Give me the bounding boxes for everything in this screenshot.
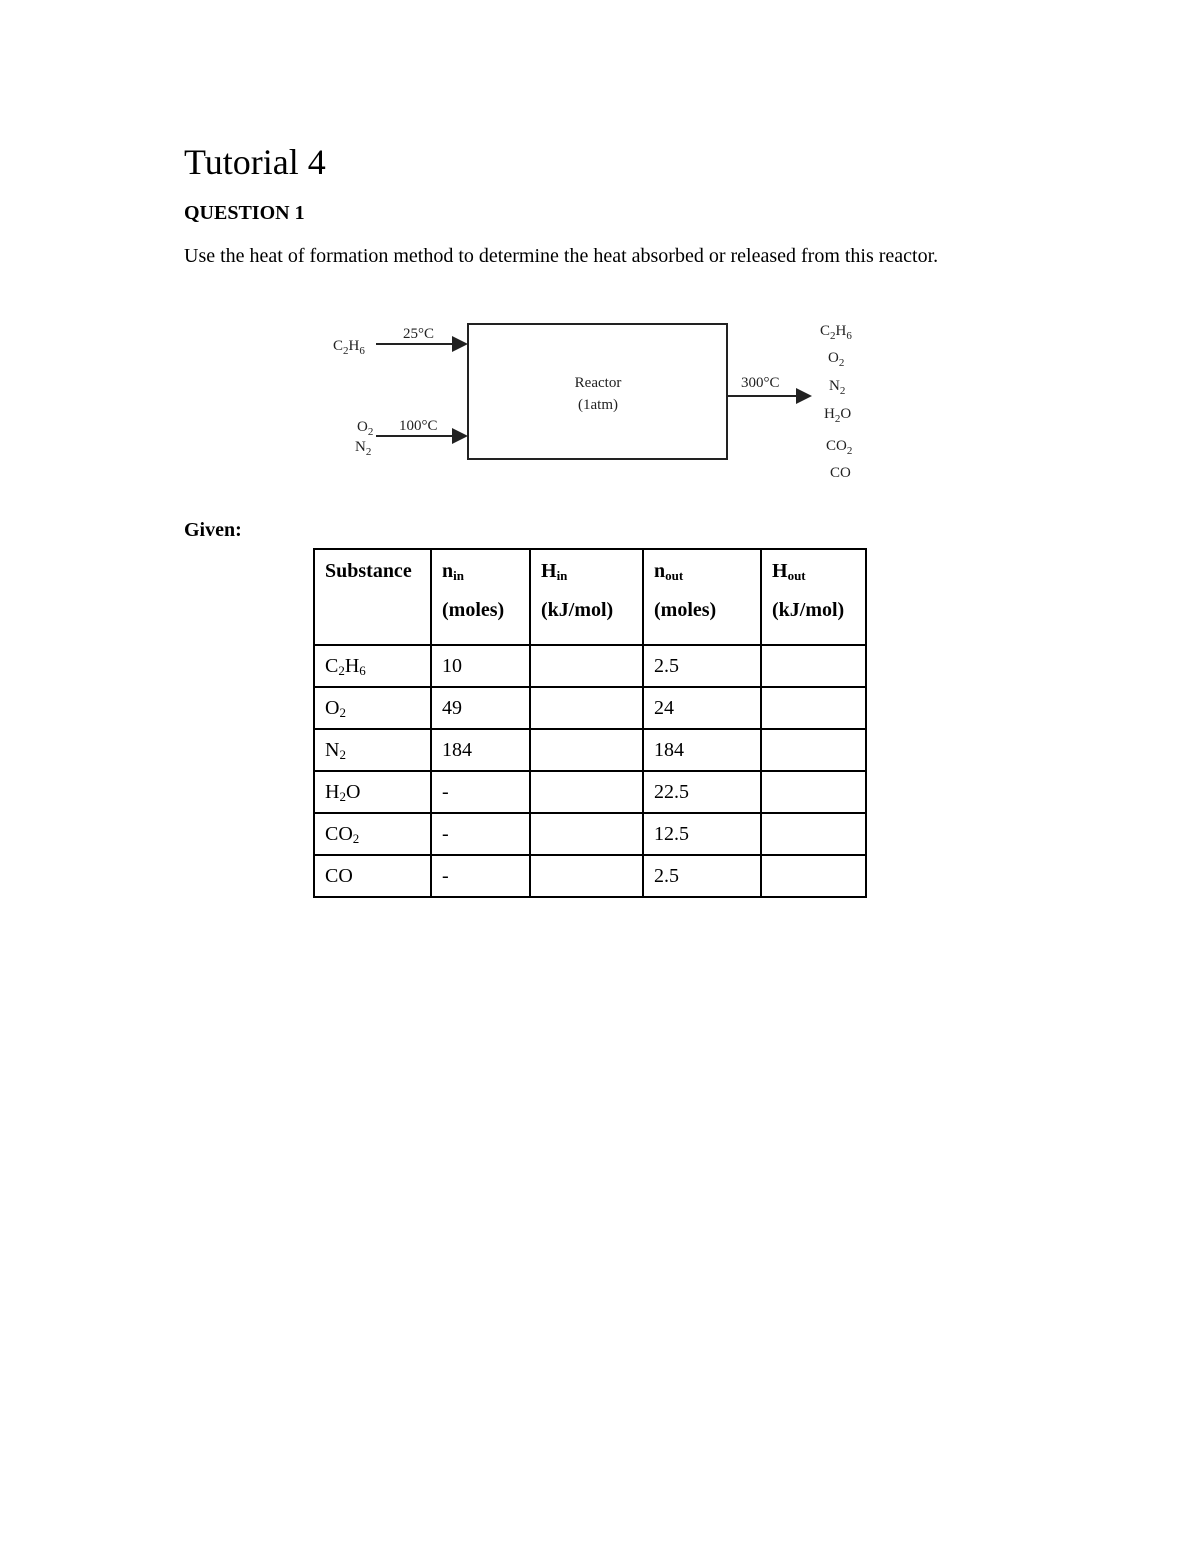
cell-substance: $N_2$ [314, 729, 431, 771]
cell-n-in: 49 [431, 687, 530, 729]
question-prompt: Use the heat of formation method to determine the heat absorbed or released from this reactor. [184, 245, 939, 267]
reactor-label: Reactor [574, 375, 622, 391]
cell-n-out: 2.5 [643, 855, 761, 897]
cell-substance: $O_2$ [314, 687, 431, 729]
product-c2h6: $C_2H_6$ [820, 323, 852, 342]
header-substance: Substance [314, 549, 431, 645]
cell-h-out [761, 855, 866, 897]
cell-h-out [761, 729, 866, 771]
cell-n-out: 12.5 [643, 813, 761, 855]
reactor-diagram [300, 300, 900, 500]
table-row [314, 645, 866, 687]
page-title: Tutorial 4 [184, 142, 326, 182]
reactor-condition: (1atm) [578, 397, 618, 413]
cell-n-in: - [431, 771, 530, 813]
header-h-out: $H_{out}$ (kJ/mol) [761, 549, 866, 645]
cell-n-out: 2.5 [643, 645, 761, 687]
given-label: Given: [184, 519, 242, 541]
cell-n-in: - [431, 855, 530, 897]
feed1-temperature: 25°C [403, 326, 435, 342]
cell-n-in: - [431, 813, 530, 855]
table-header-row [314, 549, 866, 645]
cell-n-out: 184 [643, 729, 761, 771]
cell-n-in: 10 [431, 645, 530, 687]
header-n-in: $n_{in}$ (moles) [431, 549, 530, 645]
feed1-species: $C_2H_6$ [333, 338, 365, 357]
cell-substance: CO [314, 855, 431, 897]
cell-h-out [761, 771, 866, 813]
cell-substance: $CO_2$ [314, 813, 431, 855]
product-co2: $CO_2$ [826, 438, 853, 457]
cell-h-out [761, 687, 866, 729]
cell-h-in [530, 855, 643, 897]
cell-n-out: 24 [643, 687, 761, 729]
cell-h-out [761, 813, 866, 855]
feed2-temperature: 100°C [399, 418, 438, 434]
cell-n-in: 184 [431, 729, 530, 771]
reactor-box [468, 324, 727, 459]
cell-h-in [530, 729, 643, 771]
cell-h-in [530, 813, 643, 855]
given-table [313, 548, 867, 898]
header-n-out: $n_{out}$ (moles) [643, 549, 761, 645]
product-h2o: $H_2O$ [824, 406, 852, 425]
table-row [314, 771, 866, 813]
outlet-temperature: 300°C [741, 375, 780, 391]
feed2-o2: $O_2$ [357, 419, 374, 438]
product-co: CO [830, 465, 851, 481]
cell-h-in [530, 771, 643, 813]
table-row [314, 729, 866, 771]
cell-h-out [761, 645, 866, 687]
header-h-in: $H_{in}$ (kJ/mol) [530, 549, 643, 645]
feed2-n2: $N_2$ [355, 439, 372, 458]
product-o2: $O_2$ [828, 350, 845, 369]
product-n2: $N_2$ [829, 378, 846, 397]
question-heading: QUESTION 1 [184, 202, 305, 224]
cell-h-in [530, 645, 643, 687]
cell-h-in [530, 687, 643, 729]
table-row [314, 813, 866, 855]
cell-substance: $H_2O$ [314, 771, 431, 813]
table-row [314, 855, 866, 897]
table-row [314, 687, 866, 729]
cell-substance: $C_2H_6$ [314, 645, 431, 687]
cell-n-out: 22.5 [643, 771, 761, 813]
